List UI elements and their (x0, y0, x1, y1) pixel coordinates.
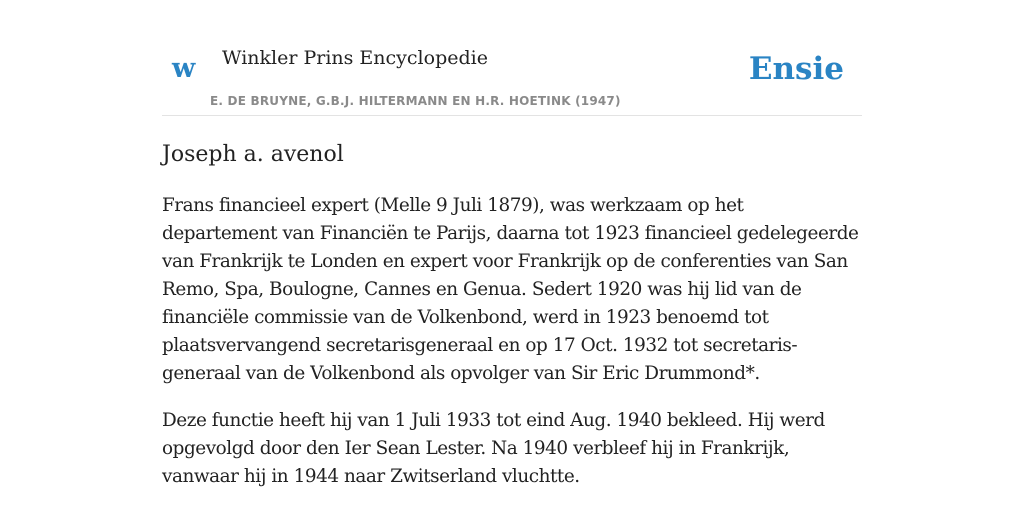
article-card (162, 0, 862, 512)
header (162, 0, 862, 116)
article-paragraph: Deze functie heeft hij van 1 Juli 1933 tot eind Aug. 1940 bekleed. Hij werd opgevolgd door den Ier Sean Lester. Na 1940 verbleef hij in Frankrijk, vanwaar hij in 1944 naar Zwitserland vluchtte. (162, 410, 825, 487)
brand-logo[interactable]: Ensie (748, 51, 844, 87)
article-body (162, 192, 862, 510)
article-title: Joseph a. avenol (162, 142, 344, 167)
publication-logo-icon[interactable]: w (172, 53, 196, 84)
article-paragraph: Frans financieel expert (Melle 9 Juli 1879), was werkzaam op het departement van Financiën te Parijs, daarna tot 1923 financieel gedelegeerde van Frankrijk te Londen en expert voor Frankrijk op de conferenties van San Remo, Spa, Boulogne, Cannes en Genua. Sedert 1920 was hij lid van de financiële commissie van de Volkenbond, werd in 1923 benoemd tot plaatsvervangend secretarisgeneraal en op 17 Oct. 1932 tot secretaris-generaal van de Volkenbond als opvolger van Sir Eric Drummond*. (162, 195, 859, 384)
publication-title[interactable]: Winkler Prins Encyclopedie (222, 47, 488, 69)
publication-authors: E. DE BRUYNE, G.B.J. HILTERMANN EN H.R. HOETINK (1947) (210, 94, 621, 108)
